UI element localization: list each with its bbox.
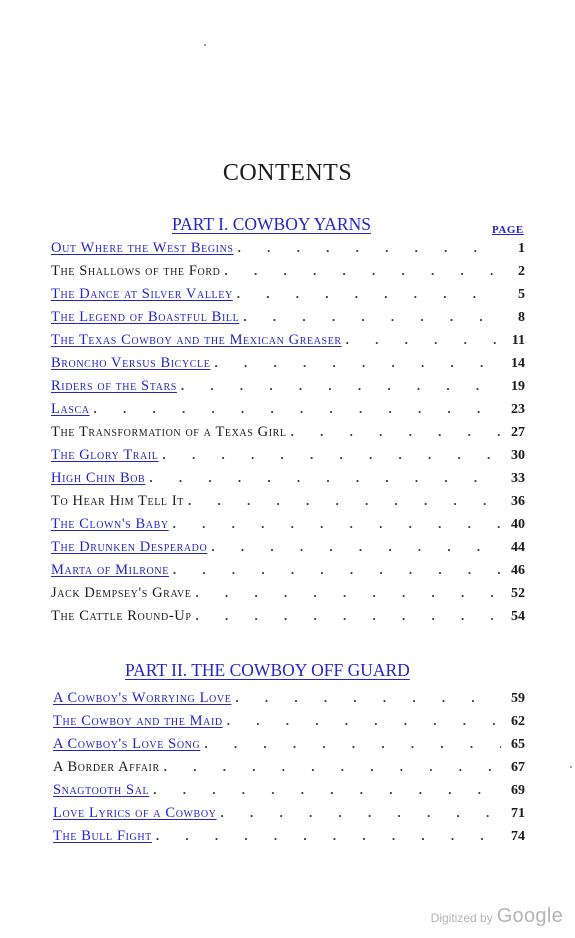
- toc-entry[interactable]: [53, 828, 525, 851]
- dot-leader: [291, 424, 501, 440]
- toc-page-number: 62: [511, 714, 525, 729]
- toc-entry-title: The Cattle Round-Up: [51, 608, 192, 624]
- toc-entry[interactable]: [51, 332, 525, 355]
- dot-leader: [204, 736, 501, 752]
- toc-entry: [51, 608, 525, 631]
- toc-page-number: 23: [511, 402, 525, 417]
- toc-page-number: 2: [518, 264, 525, 279]
- toc-page-number: 36: [511, 494, 525, 509]
- part-1-heading[interactable]: PART I. COWBOY YARNS: [172, 214, 371, 234]
- toc-page-number: 54: [511, 609, 525, 624]
- dot-leader: [153, 782, 501, 798]
- toc-page-number: 8: [518, 310, 525, 325]
- toc-page-number: 1: [518, 241, 525, 256]
- toc-entry-link[interactable]: A Cowboy's Worrying Love: [53, 690, 232, 706]
- toc-entry[interactable]: [53, 782, 525, 805]
- dot-leader: [243, 309, 501, 325]
- toc-page-number: 11: [511, 333, 525, 348]
- toc-page-number: 14: [511, 356, 525, 371]
- google-logo: Google: [496, 905, 563, 927]
- dot-leader: [224, 263, 501, 279]
- dot-leader: [238, 240, 501, 256]
- toc-entry[interactable]: [53, 713, 525, 736]
- toc-entry[interactable]: [53, 805, 525, 828]
- dot-leader: [346, 332, 501, 348]
- toc-entry-link[interactable]: Broncho Versus Bicycle: [51, 355, 211, 371]
- toc-entry-title: The Shallows of the Ford: [51, 263, 221, 279]
- toc-page-number: 40: [511, 517, 525, 532]
- toc-entry-link[interactable]: The Legend of Boastful Bill: [51, 309, 240, 325]
- toc-entry-link[interactable]: The Clown's Baby: [51, 516, 169, 532]
- toc-page-number: 46: [511, 563, 525, 578]
- toc-page-number: 67: [511, 760, 525, 775]
- dot-leader: [237, 286, 501, 302]
- watermark-prefix: Digitized by: [430, 911, 493, 925]
- dot-leader: [173, 516, 501, 532]
- toc-entry-title: The Transformation of a Texas Girl: [51, 424, 287, 440]
- toc-entry-link[interactable]: The Glory Trail: [51, 447, 159, 463]
- toc-entry-title: Jack Dempsey's Grave: [51, 585, 192, 601]
- dot-leader: [188, 493, 501, 509]
- toc-entry[interactable]: [53, 736, 525, 759]
- toc-page-number: 59: [511, 691, 525, 706]
- toc-page-number: 74: [511, 829, 525, 844]
- dot-leader: [235, 690, 501, 706]
- toc-entry[interactable]: [51, 562, 525, 585]
- toc-entry: [51, 424, 525, 447]
- toc-entry-link[interactable]: Out Where the West Begins: [51, 240, 234, 256]
- digitized-by-google-watermark: [431, 905, 563, 928]
- page-column-label[interactable]: PAGE: [492, 224, 524, 236]
- scan-speck: [204, 44, 206, 46]
- dot-leader: [163, 447, 501, 463]
- toc-entry-link[interactable]: Marta of Milrone: [51, 562, 169, 578]
- toc-entry-link[interactable]: High Chin Bob: [51, 470, 146, 486]
- toc-entry[interactable]: [51, 240, 525, 263]
- dot-leader: [220, 805, 501, 821]
- toc-entry[interactable]: [51, 447, 525, 470]
- toc-entry: [51, 493, 525, 516]
- toc-entry-link[interactable]: Riders of the Stars: [51, 378, 177, 394]
- dot-leader: [149, 470, 501, 486]
- toc-entry[interactable]: [51, 355, 525, 378]
- toc-entry-link[interactable]: The Cowboy and the Maid: [53, 713, 223, 729]
- toc-entry[interactable]: [51, 286, 525, 309]
- toc-entry[interactable]: [51, 378, 525, 401]
- toc-entry: [53, 759, 525, 782]
- toc-entry-link[interactable]: Snagtooth Sal: [53, 782, 150, 798]
- dot-leader: [156, 828, 501, 844]
- toc-entry-link[interactable]: Lasca: [51, 401, 90, 417]
- toc-entry-link[interactable]: A Cowboy's Love Song: [53, 736, 201, 752]
- toc-page-number: 30: [511, 448, 525, 463]
- toc-entry[interactable]: [51, 401, 525, 424]
- toc-entry[interactable]: [51, 516, 525, 539]
- toc-entry[interactable]: [51, 470, 525, 493]
- dot-leader: [94, 401, 501, 417]
- toc-entry-title: To Hear Him Tell It: [51, 493, 185, 509]
- toc-page-number: 44: [511, 540, 525, 555]
- dot-leader: [181, 378, 501, 394]
- part-2-heading[interactable]: PART II. THE COWBOY OFF GUARD: [125, 660, 410, 680]
- toc-page-number: 27: [511, 425, 525, 440]
- dot-leader: [211, 539, 501, 555]
- dot-leader: [196, 585, 501, 601]
- toc-page-number: 19: [511, 379, 525, 394]
- toc-page-number: 52: [511, 586, 525, 601]
- dot-leader: [164, 759, 501, 775]
- toc-entry: [51, 263, 525, 286]
- toc-page-number: 71: [511, 806, 525, 821]
- toc-page-number: 5: [518, 287, 525, 302]
- dot-leader: [214, 355, 501, 371]
- dot-leader: [173, 562, 501, 578]
- dot-leader: [195, 608, 501, 624]
- toc-entry-title: A Border Affair: [53, 759, 160, 775]
- page-title: CONTENTS: [222, 160, 353, 186]
- toc-entry: [51, 585, 525, 608]
- toc-entry-link[interactable]: The Drunken Desperado: [51, 539, 208, 555]
- toc-entry[interactable]: [53, 690, 525, 713]
- toc-page-number: 65: [511, 737, 525, 752]
- toc-page-number: 33: [511, 471, 525, 486]
- toc-entry[interactable]: [51, 539, 525, 562]
- toc-entry-link[interactable]: The Texas Cowboy and the Mexican Greaser: [51, 332, 342, 348]
- dot-leader: [227, 713, 501, 729]
- toc-entry-link[interactable]: The Bull Fight: [53, 828, 152, 844]
- scan-speck: [570, 766, 572, 768]
- toc-entry-link[interactable]: The Dance at Silver Valley: [51, 286, 233, 302]
- toc-entry[interactable]: [51, 309, 525, 332]
- toc-entry-link[interactable]: Love Lyrics of a Cowboy: [53, 805, 217, 821]
- toc-page-number: 69: [511, 783, 525, 798]
